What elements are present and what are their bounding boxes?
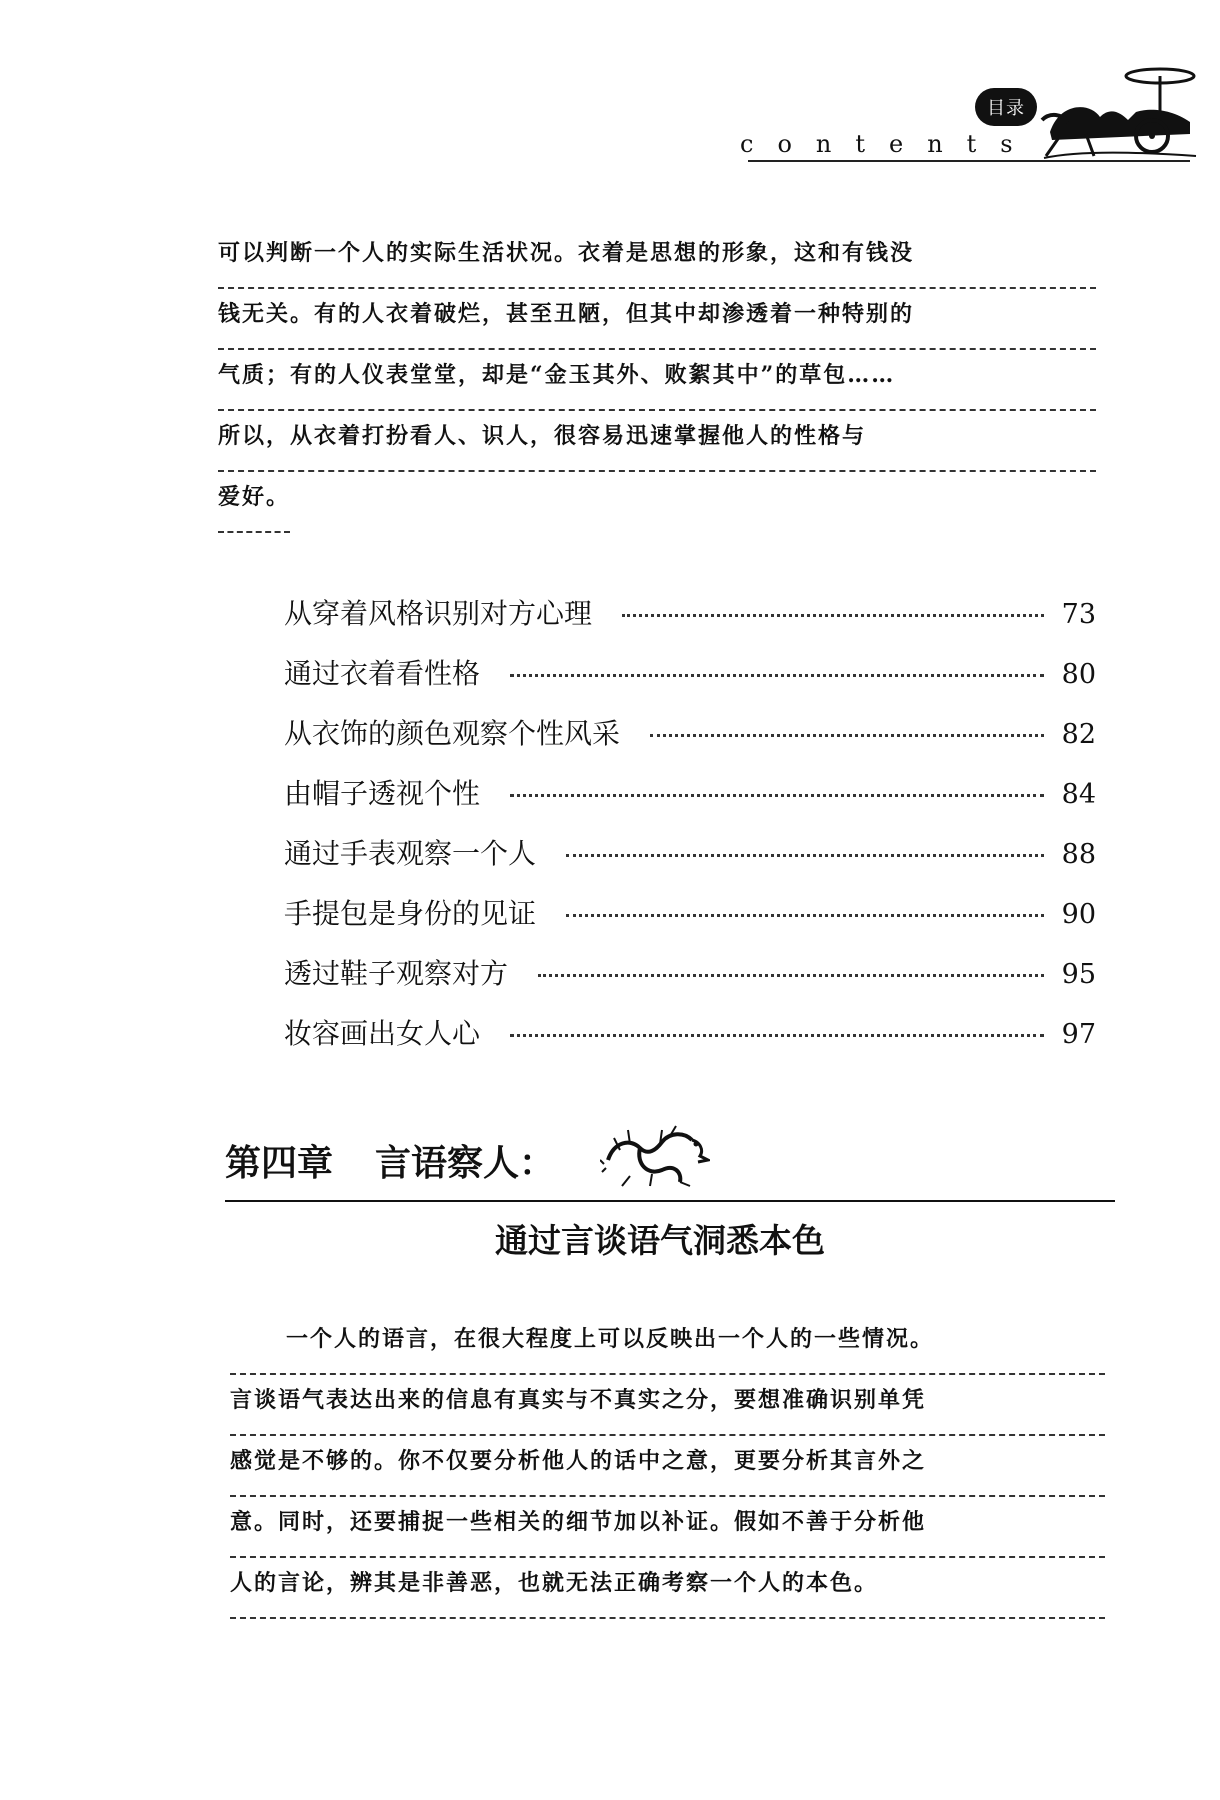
paragraph-line: 人的言论，辨其是非善恶，也就无法正确考察一个人的本色。 [230, 1558, 1105, 1619]
toc-entry-page: 84 [1061, 779, 1096, 810]
chapter-number: 第四章 [225, 1143, 334, 1184]
chapter-subtitle: 通过言谈语气洞悉本色 [495, 1221, 825, 1260]
toc-entry-page: 80 [1061, 659, 1096, 690]
toc-entry-title: 透过鞋子观察对方 [284, 957, 509, 990]
paragraph-line: 爱好。 [218, 472, 290, 533]
toc-entry-title: 妆容画出女人心 [284, 1017, 481, 1050]
toc-entry[interactable] [284, 952, 1096, 1012]
paragraph-line: 感觉是不够的。你不仅要分析他人的话中之意，更要分析其言外之 [230, 1436, 1105, 1497]
paragraph-line: 气质；有的人仪表堂堂，却是“金玉其外、败絮其中”的草包…… [218, 350, 1096, 411]
contents-label-badge: 目录 [975, 88, 1037, 126]
toc-entry[interactable] [284, 592, 1096, 652]
dot-leader [510, 793, 1044, 797]
dot-leader [622, 613, 1044, 617]
dot-leader [538, 973, 1044, 977]
paragraph-line: 所以，从衣着打扮看人、识人，很容易迅速掌握他人的性格与 [218, 411, 1096, 472]
chapter-heading [225, 1135, 555, 1186]
dot-leader [650, 733, 1044, 737]
toc-entry-title: 由帽子透视个性 [284, 777, 481, 810]
toc-entry[interactable] [284, 652, 1096, 712]
toc-entry-page: 73 [1061, 599, 1096, 630]
toc-entry-title: 手提包是身份的见证 [284, 897, 537, 930]
paragraph-line: 意。同时，还要捕捉一些相关的细节加以补证。假如不善于分析他 [230, 1497, 1105, 1558]
chapter-rule [225, 1200, 1115, 1202]
paragraph-line: 可以判断一个人的实际生活状况。衣着是思想的形象，这和有钱没 [218, 228, 1096, 289]
toc-entry[interactable] [284, 1012, 1096, 1072]
toc-entry[interactable] [284, 712, 1096, 772]
dragon-icon [600, 1120, 710, 1190]
toc-entry[interactable] [284, 892, 1096, 952]
toc-entry-title: 通过手表观察一个人 [284, 837, 537, 870]
toc-entry[interactable] [284, 772, 1096, 832]
toc-entry-page: 95 [1061, 959, 1096, 990]
table-of-contents [284, 592, 1096, 1072]
toc-entry-page: 82 [1061, 719, 1096, 750]
dot-leader [566, 913, 1044, 917]
chapter-title: 言语察人： [375, 1143, 556, 1184]
toc-entry-title: 从衣饰的颜色观察个性风采 [284, 717, 621, 750]
contents-header-word: contents [740, 130, 1037, 158]
toc-entry-page: 88 [1061, 839, 1096, 870]
paragraph-line: 一个人的语言，在很大程度上可以反映出一个人的一些情况。 [230, 1314, 1105, 1375]
toc-entry-title: 通过衣着看性格 [284, 657, 481, 690]
paragraph-line: 言谈语气表达出来的信息有真实与不真实之分，要想准确识别单凭 [230, 1375, 1105, 1436]
toc-entry-title: 从穿着风格识别对方心理 [284, 597, 593, 630]
dot-leader [566, 853, 1044, 857]
dot-leader [510, 1033, 1044, 1037]
horse-carriage-icon [1040, 62, 1200, 160]
header-rule [748, 160, 1190, 162]
chapter-intro-paragraph [230, 1314, 1105, 1619]
dot-leader [510, 673, 1044, 677]
toc-entry[interactable] [284, 832, 1096, 892]
toc-entry-page: 90 [1061, 899, 1096, 930]
toc-entry-page: 97 [1061, 1019, 1096, 1050]
paragraph-line: 钱无关。有的人衣着破烂，甚至丑陋，但其中却渗透着一种特别的 [218, 289, 1096, 350]
intro-paragraph [218, 228, 1096, 533]
